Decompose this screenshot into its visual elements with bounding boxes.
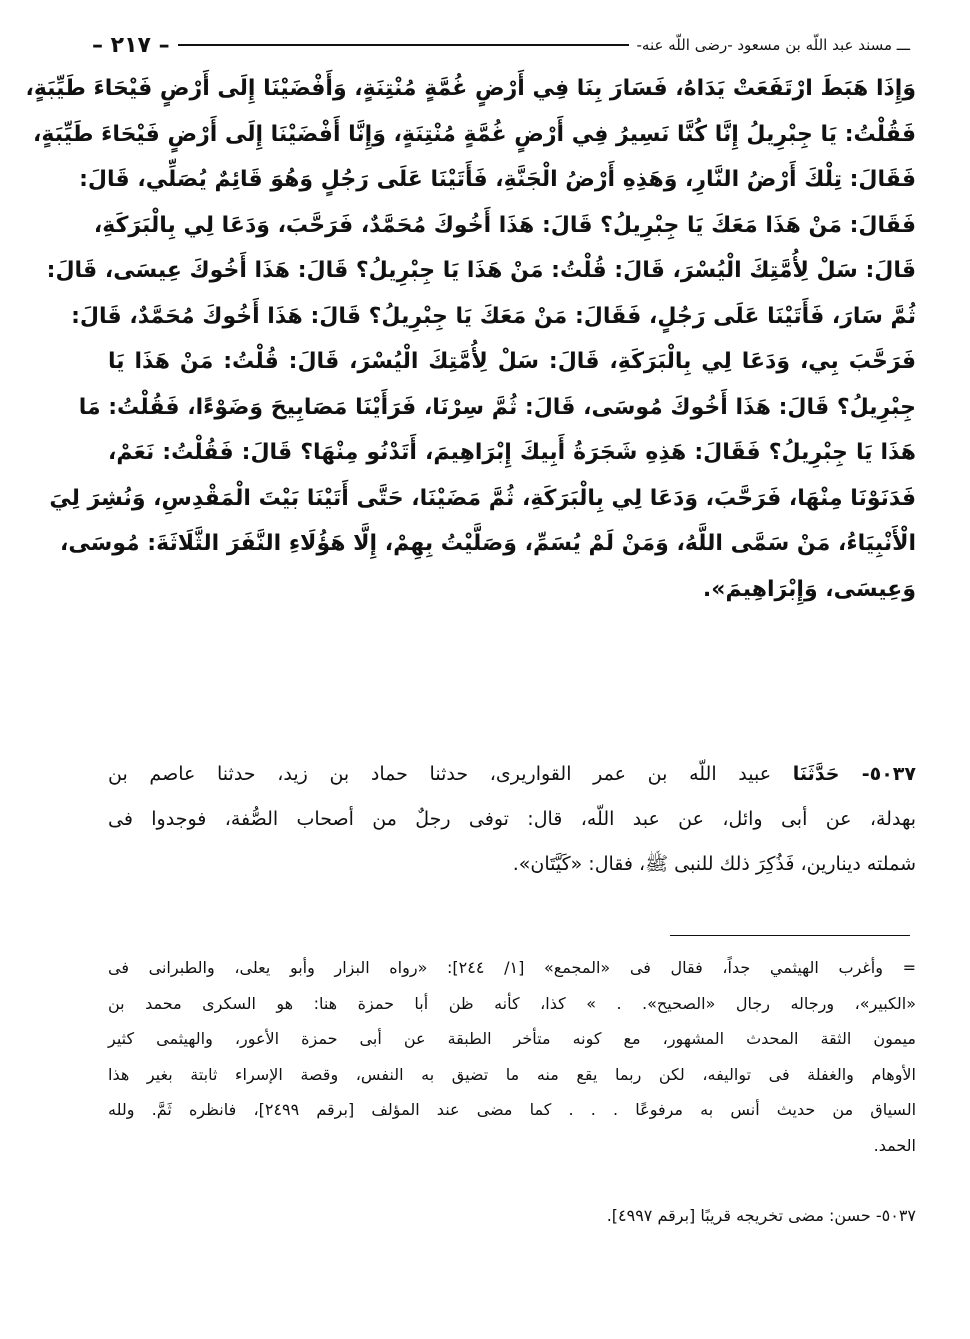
hadith-number: ٥٠٣٧- حَدَّثَنَا bbox=[792, 763, 916, 785]
text-line: فَقُلْتُ: يَا جِبْرِيلُ إِنَّا كُنَّا نَسِيرُ فِي أَرْضٍ غُمَّةٍ مُنْتِنَةٍ، وَإِنَّا أَفْضَيْنَا إِلَى أَرْضٍ فَيْحَاءَ طَيِّبَةٍ، bbox=[33, 121, 916, 147]
header-rule bbox=[178, 44, 629, 46]
text-line: الْأَنْبِيَاءُ، مَنْ سَمَّى اللَّهُ، وَمَنْ لَمْ يُسَمِّ، وَصَلَّيْتُ بِهِمْ، إِلَّا هَؤُلَاءِ النَّفَرَ الثَّلَاثَةَ: مُوسَى، bbox=[59, 531, 916, 556]
hadith-line: بهدلة، عن أبى وائل، عن عبد اللّه، قال: توفى رجلٌ من أصحاب الصُّفة، فوجدوا فى bbox=[108, 808, 916, 830]
main-text bbox=[25, 66, 916, 612]
header-title: ـــ مسند عبد اللّه بن مسعود -رضى اللّه عنه- bbox=[636, 36, 910, 54]
footnote-line: الأوهام والغفلة فى تواليفه، لكن ربما يقع منه ما تضيق به النفس، وقصة الإسراء ثابتة بغير هذا bbox=[108, 1064, 916, 1084]
text-line: فَدَنَوْنَا مِنْهَا، فَرَحَّبَ، وَدَعَا لِي بِالْبَرَكَةِ، ثُمَّ مَضَيْنَا، حَتَّى أَتَيْنَا بَيْتَ الْمَقْدِسِ، وَنُشِرَ لِيَ bbox=[49, 485, 916, 511]
text-line: هَذَا يَا جِبْرِيلُ؟ فَقَالَ: هَذِهِ شَجَرَةُ أَبِيكَ إِبْرَاهِيمَ، أَتَدْنُو مِنْهَا؟ قَالَ: فَقُلْتُ: نَعَمْ، bbox=[108, 440, 916, 465]
text-line: وَإِذَا هَبَطَ ارْتَفَعَتْ يَدَاهُ، فَسَارَ بِنَا فِي أَرْضٍ غُمَّةٍ مُنْتِنَةٍ، وَأَفْضَيْنَا إِلَى أَرْضٍ فَيْحَاءَ طَيِّبَةٍ، bbox=[25, 76, 916, 101]
footnote-line: ميمون الثقة المحدث المشهور، مع كونه متأخر الطبقة عن أبى حمزة الأعور، والهيثمى كثير bbox=[108, 1029, 916, 1048]
text-line: قَالَ: سَلْ لِأُمَّتِكَ الْيُسْرَ، قَالَ: قُلْتُ: مَنْ هَذَا يَا جِبْرِيلُ؟ قَالَ: هَذَا أَخُوكَ عِيسَى، قَالَ: bbox=[46, 258, 916, 283]
text-line: جِبْرِيلُ؟ قَالَ: هَذَا أَخُوكَ مُوسَى، قَالَ: ثُمَّ سِرْنَا، فَرَأَيْنَا مَصَابِيحَ وَضَوْءًا، فَقُلْتُ: مَا bbox=[78, 394, 916, 420]
hadith-line bbox=[108, 752, 916, 797]
footnote-separator bbox=[670, 935, 910, 936]
footnote-5037: ٥٠٣٧- حسن: مضى تخريجه قريبًا [برقم ٤٩٩٧]. bbox=[606, 1206, 916, 1225]
footnote-line: «الكبير»، ورجاله رجال «الصحيح». . » كذا، كأنه ظن أبا حمزة هنا: هو السكرى محمد بن bbox=[108, 993, 916, 1013]
footnote-line: السياق من حديث أنس به مرفوعًا . . . كما مضى عند المؤلف [برقم ٢٤٩٩]، فانظره ثَمَّ. ولله bbox=[108, 1100, 917, 1119]
text-line: فَقَالَ: مَنْ هَذَا مَعَكَ يَا جِبْرِيلُ؟ قَالَ: هَذَا أَخُوكَ مُحَمَّدٌ، فَرَحَّبَ، وَدَعَا لِي بِالْبَرَكَةِ، bbox=[93, 212, 916, 238]
text-line: فَقَالَ: تِلْكَ أَرْضُ النَّارِ، وَهَذِهِ أَرْضُ الْجَنَّةِ، فَأَتَيْنَا عَلَى رَجُلٍ وَهُوَ قَائِمٌ يُصَلِّي، قَالَ: bbox=[79, 167, 916, 192]
hadith-5037 bbox=[108, 752, 916, 887]
hadith-line: شملته دينارين، فَذُكِرَ ذلك للنبى ﷺ، فقال: «كَيَّتَان». bbox=[512, 853, 916, 875]
running-header bbox=[92, 30, 910, 60]
text-line: فَرَحَّبَ بِي، وَدَعَا لِي بِالْبَرَكَةِ، قَالَ: سَلْ لِأُمَّتِكَ الْيُسْرَ، قَالَ: قُلْتُ: مَنْ هَذَا يَا bbox=[108, 349, 916, 374]
text-line: ثُمَّ سَارَ، فَأَتَيْنَا عَلَى رَجُلٍ، فَقَالَ: مَنْ مَعَكَ يَا جِبْرِيلُ؟ قَالَ: هَذَا أَخُوكَ مُحَمَّدٌ، قَالَ: bbox=[71, 303, 916, 329]
hadith-text: عبيد اللّه بن عمر القواريرى، حدثنا حماد بن زيد، حدثنا عاصم بن bbox=[108, 763, 793, 785]
footnotes bbox=[108, 950, 916, 1163]
footnote-line: = وأغرب الهيثمي جداً، فقال فى «المجمع» [١/ ٢٤٤]: «رواه البزار وأبو يعلى، والطبرانى فى bbox=[108, 958, 916, 977]
footnote-line: الحمد. bbox=[873, 1135, 916, 1155]
text-line: وَعِيسَى، وَإِبْرَاهِيمَ». bbox=[702, 576, 916, 602]
page-number: – ٢١٧ – bbox=[92, 32, 170, 58]
